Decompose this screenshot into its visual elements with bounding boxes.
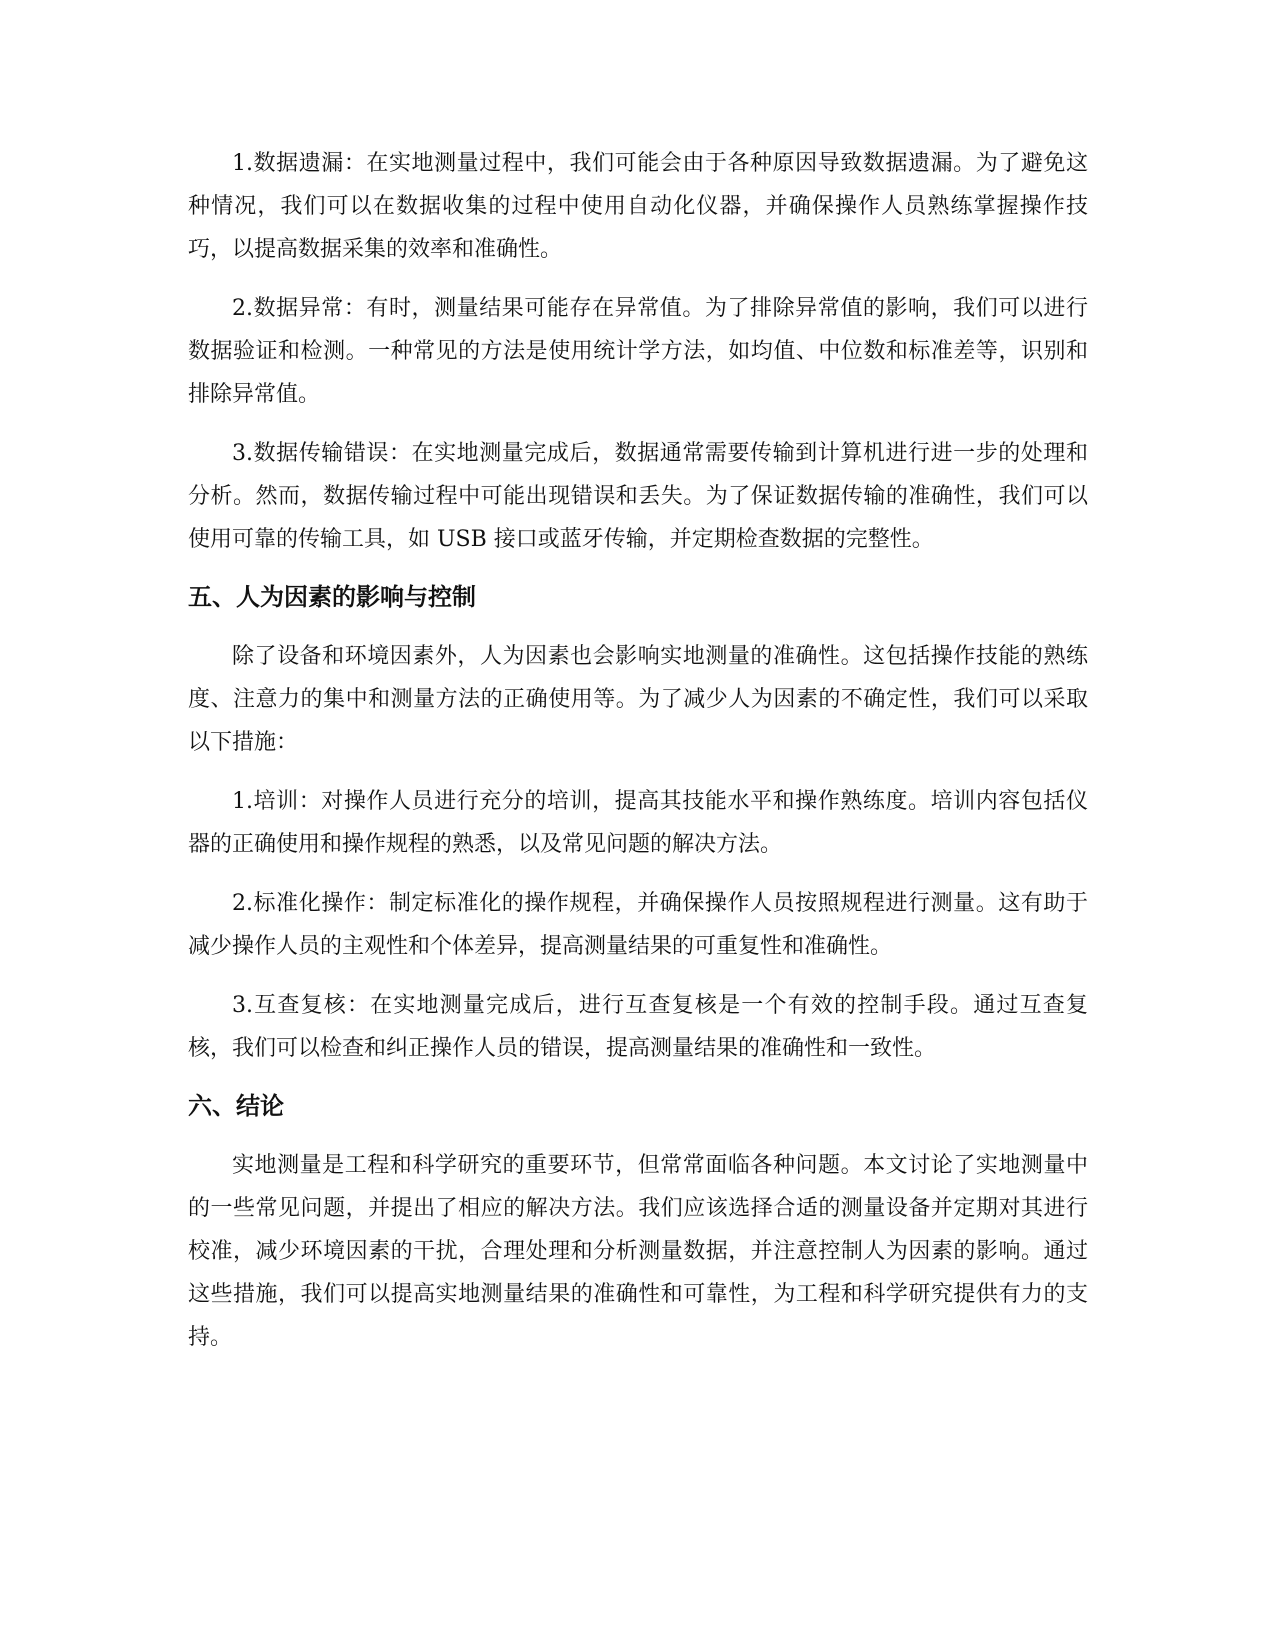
document-body — [188, 142, 1088, 1375]
section-five-intro: 除了设备和环境因素外，人为因素也会影响实地测量的准确性。这包括操作技能的熟练度、注意力的集中和测量方法的正确使用等。为了减少人为因素的不确定性，我们可以采取以下措施： — [188, 644, 1088, 755]
section-six-heading: 六、结论 — [188, 1092, 284, 1120]
conclusion-paragraph: 实地测量是工程和科学研究的重要环节，但常常面临各种问题。本文讨论了实地测量中的一些常见问题，并提出了相应的解决方法。我们应该选择合适的测量设备并定期对其进行校准，减少环境因素的干扰，合理处理和分析测量数据，并注意控制人为因素的影响。通过这些措施，我们可以提高实地测量结果的准确性和可靠性，为工程和科学研究提供有力的支持。 — [188, 1153, 1088, 1350]
data-anomaly-paragraph: 2.数据异常：有时，测量结果可能存在异常值。为了排除异常值的影响，我们可以进行数据验证和检测。一种常见的方法是使用统计学方法，如均值、中位数和标准差等，识别和排除异常值。 — [188, 296, 1088, 407]
data-transfer-error-paragraph: 3.数据传输错误：在实地测量完成后，数据通常需要传输到计算机进行进一步的处理和分析。然而，数据传输过程中可能出现错误和丢失。为了保证数据传输的准确性，我们可以使用可靠的传输工具，如 USB 接口或蓝牙传输，并定期检查数据的完整性。 — [188, 441, 1088, 552]
training-paragraph: 1.培训：对操作人员进行充分的培训，提高其技能水平和操作熟练度。培训内容包括仪器的正确使用和操作规程的熟悉，以及常见问题的解决方法。 — [188, 789, 1088, 857]
section-five-heading: 五、人为因素的影响与控制 — [188, 583, 476, 611]
cross-check-paragraph: 3.互查复核：在实地测量完成后，进行互查复核是一个有效的控制手段。通过互查复核，我们可以检查和纠正操作人员的错误，提高测量结果的准确性和一致性。 — [188, 993, 1088, 1061]
standardized-operation-paragraph: 2.标准化操作：制定标准化的操作规程，并确保操作人员按照规程进行测量。这有助于减少操作人员的主观性和个体差异，提高测量结果的可重复性和准确性。 — [188, 891, 1088, 959]
data-omission-paragraph: 1.数据遗漏：在实地测量过程中，我们可能会由于各种原因导致数据遗漏。为了避免这种情况，我们可以在数据收集的过程中使用自动化仪器，并确保操作人员熟练掌握操作技巧，以提高数据采集的效率和准确性。 — [188, 151, 1088, 262]
